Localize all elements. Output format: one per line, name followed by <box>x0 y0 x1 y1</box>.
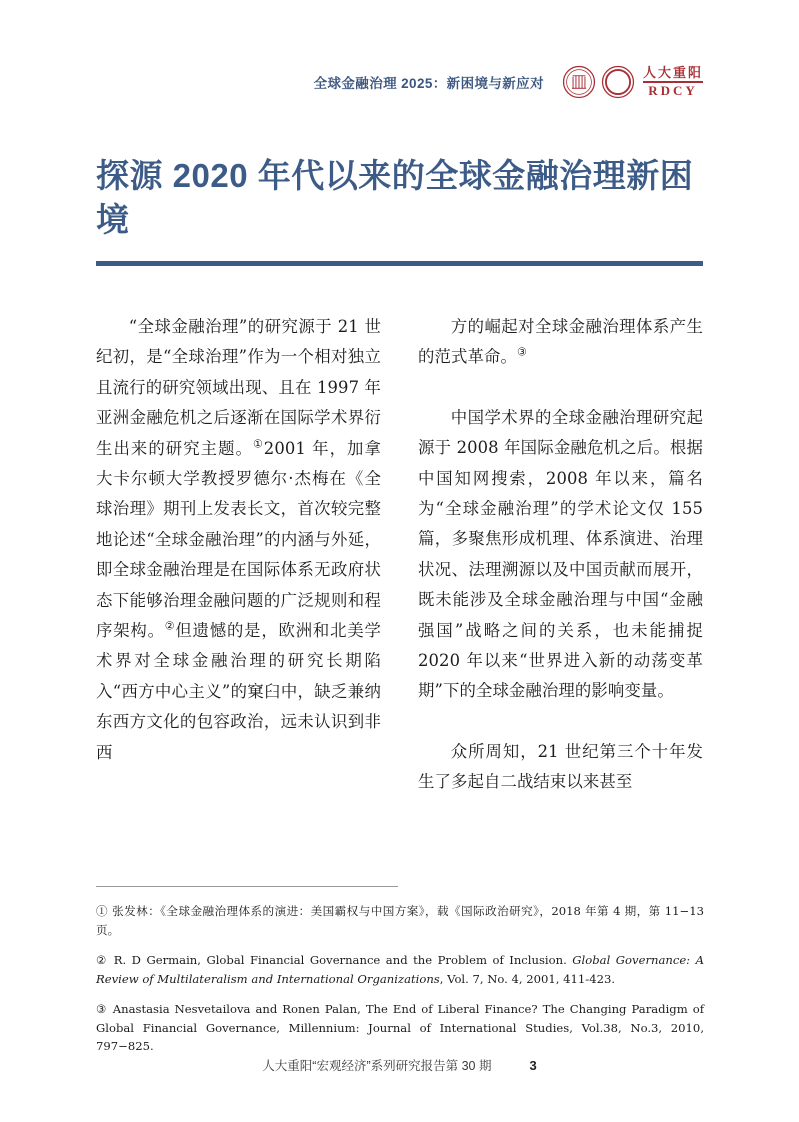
title-divider <box>96 261 703 266</box>
running-header <box>96 60 703 104</box>
footnote-ref-2[interactable]: ② <box>164 619 176 633</box>
paragraph-text-part: “全球金融治理”的研究源于 21 世纪初，是“全球治理”作为一个相对独立且流行的研究领域出现、且在 1997 年亚洲金融危机之后逐渐在国际学术界衍生出来的研究主题。 <box>96 317 381 458</box>
chongyang-institute-seal-icon <box>601 65 635 99</box>
renmin-university-seal-icon <box>562 65 596 99</box>
page-title: 探源 2020 年代以来的全球金融治理新困境 <box>96 157 694 239</box>
footnote-ref-1[interactable]: ① <box>252 437 264 451</box>
footnote-text: R. D Germain, Global Financial Governance and the Problem of Inclusion. <box>108 953 573 967</box>
paragraph-text-part: 方的崛起对全球金融治理体系产生的范式革命。 <box>418 317 703 367</box>
footnote-ref-3[interactable]: ③ <box>516 345 527 359</box>
footnote-text: , Vol. 7, No. 4, 2001, 411-423. <box>439 971 616 986</box>
body-column-left <box>96 312 381 832</box>
footnote-list <box>96 902 704 1056</box>
rdcy-logo <box>562 65 703 99</box>
footnote-text: Anastasia Nesvetailova and Ronen Palan, The End of Liberal Finance? The Changing Paradigm of Global Financial Governance, Millennium: Journal of International Studies, Vol.38, No.3, 2010, 797−825. <box>96 1002 704 1053</box>
paragraph: 众所周知，21 世纪第三个十年发生了多起自二战结束以来甚至 <box>418 741 703 792</box>
footer-series-note: 人大重阳“宏观经济”系列研究报告第 30 期 <box>262 1059 492 1073</box>
article-body <box>96 312 703 832</box>
running-header-title: 全球金融治理 2025：新困境与新应对 <box>313 76 544 91</box>
footnote-separator <box>96 886 398 887</box>
footnote-marker: ② <box>96 953 109 967</box>
footnote-item <box>96 902 704 939</box>
footnote-item <box>96 1000 704 1056</box>
rdcy-logo-chinese: 人大重阳 <box>642 65 703 81</box>
body-column-right <box>418 312 703 832</box>
footnote-text: 张发林：《全球金融治理体系的演进：美国霸权与中国方案》，载《国际政治研究》，2018 年第 4 期，第 11−13 页。 <box>96 904 704 937</box>
paragraph <box>96 312 381 768</box>
rdcy-logo-english: RDCY <box>648 82 698 98</box>
rdcy-logo-wordmark <box>643 67 703 98</box>
paragraph: 中国学术界的全球金融治理研究起源于 2008 年国际金融危机之后。根据中国知网搜索，2008 年以来，篇名为“全球金融治理”的学术论文仅 155 篇，多聚焦形成机理、体系演进、治理状况、法理溯源以及中国贡献而展开，既未能涉及全球金融治理与中国“金融强国”战略之间的关系，也未能捕捉 2020 年以来“世界进入新的动荡变革期”下的全球金融治理的影响变量。 <box>418 407 703 701</box>
paragraph-text-part: 2001 年，加拿大卡尔顿大学教授罗德尔·杰梅在《全球治理》期刊上发表长文，首次较完整地论述“全球金融治理”的内涵与外延，即全球金融治理是在国际体系无政府状态下能够治理金融问题的广泛规则和程序架构。 <box>96 438 381 641</box>
footnote-journal-title: Global Governance: A Review of Multilateralism and International Organizations <box>96 953 704 986</box>
paragraph-text-part: 但遗憾的是，欧洲和北美学术界对全球金融治理的研究长期陷入“西方中心主义”的窠臼中，缺乏兼纳东西方文化的包容政治，远未认识到非西 <box>96 621 381 762</box>
footnote-marker: ③ <box>96 1002 108 1016</box>
footnote-marker: ① <box>96 904 109 918</box>
page-number: 3 <box>529 1058 537 1073</box>
page-footer <box>96 1056 703 1074</box>
footnote-item <box>96 951 704 988</box>
paragraph <box>418 312 703 373</box>
